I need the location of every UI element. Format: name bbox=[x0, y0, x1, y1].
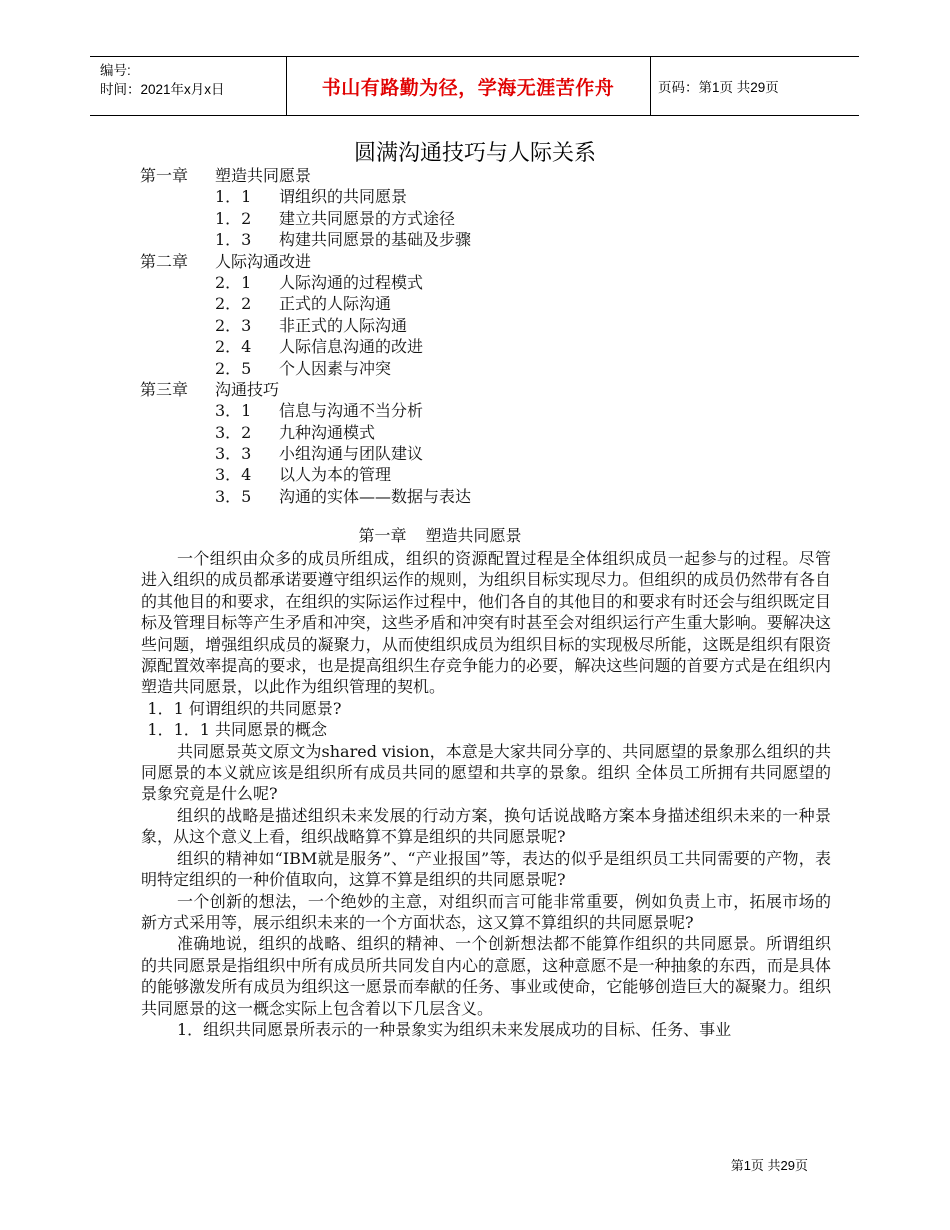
body-paragraph: 共同愿景英文原文为shared vision，本意是大家共同分享的、共同愿望的景象那么组织的共同愿景的本义就应该是组织所有成员共同的愿望和共享的景象。组织 全体员工所拥有共同愿望的景象究竟是什么呢? bbox=[141, 741, 831, 804]
toc-section-item bbox=[140, 358, 740, 379]
toc-item-number: 2．4 bbox=[215, 337, 252, 357]
toc-section-item bbox=[140, 272, 740, 293]
toc-item-label: 个人因素与冲突 bbox=[279, 358, 392, 378]
header-page-info: 页码：第1页 共29页 bbox=[658, 80, 779, 95]
toc-item-label: 沟通的实体——数据与表达 bbox=[279, 486, 472, 506]
toc-item-label: 沟通技巧 bbox=[215, 379, 280, 399]
toc-item-number: 1．1 bbox=[215, 187, 252, 207]
toc-item-number: 第一章 bbox=[140, 166, 189, 185]
section-subheading: 1．1 何谓组织的共同愿景? bbox=[147, 698, 342, 718]
toc-item-number: 3．3 bbox=[215, 444, 252, 464]
toc-item-label: 小组沟通与团队建议 bbox=[279, 444, 424, 464]
section-subheading: 1．1．1 共同愿景的概念 bbox=[147, 720, 328, 740]
toc-section-item bbox=[140, 422, 740, 443]
body-paragraph: 准确地说，组织的战略、组织的精神、一个创新想法都不能算作组织的共同愿景。所谓组织的共同愿景是指组织中所有成员所共同发自内心的意愿，这种意愿不是一种抽象的东西，而是具体的能够激发所有成员为组织这一愿景而奉献的任务、事业或使命，它能够创造巨大的凝聚力。组织共同愿景的这一概念实际上包含着以下几层含义。 bbox=[141, 934, 831, 1018]
chapter-heading: 第一章 塑造共同愿景 bbox=[358, 526, 522, 545]
toc-item-label: 人际信息沟通的改进 bbox=[279, 337, 424, 357]
page-header bbox=[90, 56, 859, 116]
header-divider bbox=[650, 57, 651, 115]
toc-chapter-item bbox=[140, 251, 740, 272]
toc-section-item bbox=[140, 464, 740, 485]
toc-section-item bbox=[140, 315, 740, 336]
toc-item-number: 3．4 bbox=[215, 465, 252, 485]
toc-item-label: 人际沟通的过程模式 bbox=[279, 272, 424, 292]
toc-section-item bbox=[140, 293, 740, 314]
header-meta bbox=[100, 61, 225, 99]
toc-item-label: 非正式的人际沟通 bbox=[279, 315, 408, 335]
page-footer: 第1页 共29页 bbox=[730, 1158, 808, 1173]
toc-item-number: 3．5 bbox=[215, 486, 252, 506]
toc-item-number: 2．3 bbox=[215, 315, 252, 335]
document-title: 圆满沟通技巧与人际关系 bbox=[353, 141, 596, 166]
toc-item-label: 塑造共同愿景 bbox=[215, 166, 312, 185]
toc-item-label: 建立共同愿景的方式途径 bbox=[279, 208, 456, 228]
toc-item-label: 谓组织的共同愿景 bbox=[279, 187, 408, 207]
toc-section-item bbox=[140, 400, 740, 421]
toc-item-number: 2．5 bbox=[215, 358, 252, 378]
toc-item-number: 第三章 bbox=[140, 379, 189, 399]
body-paragraph: 组织的战略是描述组织未来发展的行动方案，换句话说战略方案本身描述组织未来的一种景象，从这个意义上看，组织战略算不算是组织的共同愿景呢? bbox=[141, 805, 831, 847]
toc-chapter-item bbox=[140, 165, 740, 186]
toc-item-number: 3．2 bbox=[215, 422, 252, 442]
toc-section-item bbox=[140, 336, 740, 357]
toc-section-item bbox=[140, 486, 740, 507]
header-motto: 书山有路勤为径，学海无涯苦作舟 bbox=[321, 76, 615, 99]
toc-section-item bbox=[140, 208, 740, 229]
toc-item-label: 正式的人际沟通 bbox=[279, 294, 392, 314]
toc-item-number: 1．2 bbox=[215, 208, 252, 228]
toc-chapter-item bbox=[140, 379, 740, 400]
toc-item-label: 构建共同愿景的基础及步骤 bbox=[279, 230, 472, 250]
document-number-label: 编号: bbox=[100, 63, 131, 78]
body-paragraph: 一个组织由众多的成员所组成，组织的资源配置过程是全体组织成员一起参与的过程。尽管进入组织的成员都承诺要遵守组织运作的规则，为组织目标实现尽力。但组织的成员仍然带有各自的其他目的和要求，在组织的实际运作过程中，他们各自的其他目的和要求有时还会与组织既定目标及管理目标等产生矛盾和冲突，这些矛盾和冲突有时甚至会对组织运行产生重大影响。要解决这些问题，增强组织成员的凝聚力，从而使组织成员为组织目标的实现极尽所能，这既是组织有限资源配置效率提高的要求，也是提高组织生存竞争能力的必要，解决这些问题的首要方式是在组织内塑造共同愿景，以此作为组织管理的契机。 bbox=[141, 549, 831, 697]
body-paragraph: 1．组织共同愿景所表示的一种景象实为组织未来发展成功的目标、任务、事业 bbox=[177, 1019, 732, 1039]
toc-item-label: 九种沟通模式 bbox=[279, 422, 376, 442]
toc-item-number: 2．1 bbox=[215, 272, 252, 292]
toc-item-number: 1．3 bbox=[215, 230, 252, 250]
toc-section-item bbox=[140, 229, 740, 250]
toc-item-label: 人际沟通改进 bbox=[215, 251, 312, 271]
body-paragraph: 组织的精神如“IBM就是服务”、“产业报国”等，表达的似乎是组织员工共同需要的产物，表明特定组织的一种价值取向，这算不算是组织的共同愿景呢? bbox=[141, 848, 831, 890]
table-of-contents bbox=[140, 165, 740, 507]
toc-item-label: 以人为本的管理 bbox=[279, 465, 392, 485]
document-time-label: 时间：2021年x月x日 bbox=[100, 82, 225, 97]
toc-item-number: 2．2 bbox=[215, 294, 252, 314]
toc-item-number: 3．1 bbox=[215, 401, 252, 421]
toc-item-number: 第二章 bbox=[140, 251, 189, 271]
toc-section-item bbox=[140, 443, 740, 464]
toc-item-label: 信息与沟通不当分析 bbox=[279, 401, 424, 421]
body-paragraph: 一个创新的想法，一个绝妙的主意，对组织而言可能非常重要，例如负责上市，拓展市场的新方式采用等，展示组织未来的一个方面状态，这又算不算组织的共同愿景呢? bbox=[141, 891, 831, 932]
body-text bbox=[141, 548, 831, 1040]
toc-section-item bbox=[140, 186, 740, 207]
